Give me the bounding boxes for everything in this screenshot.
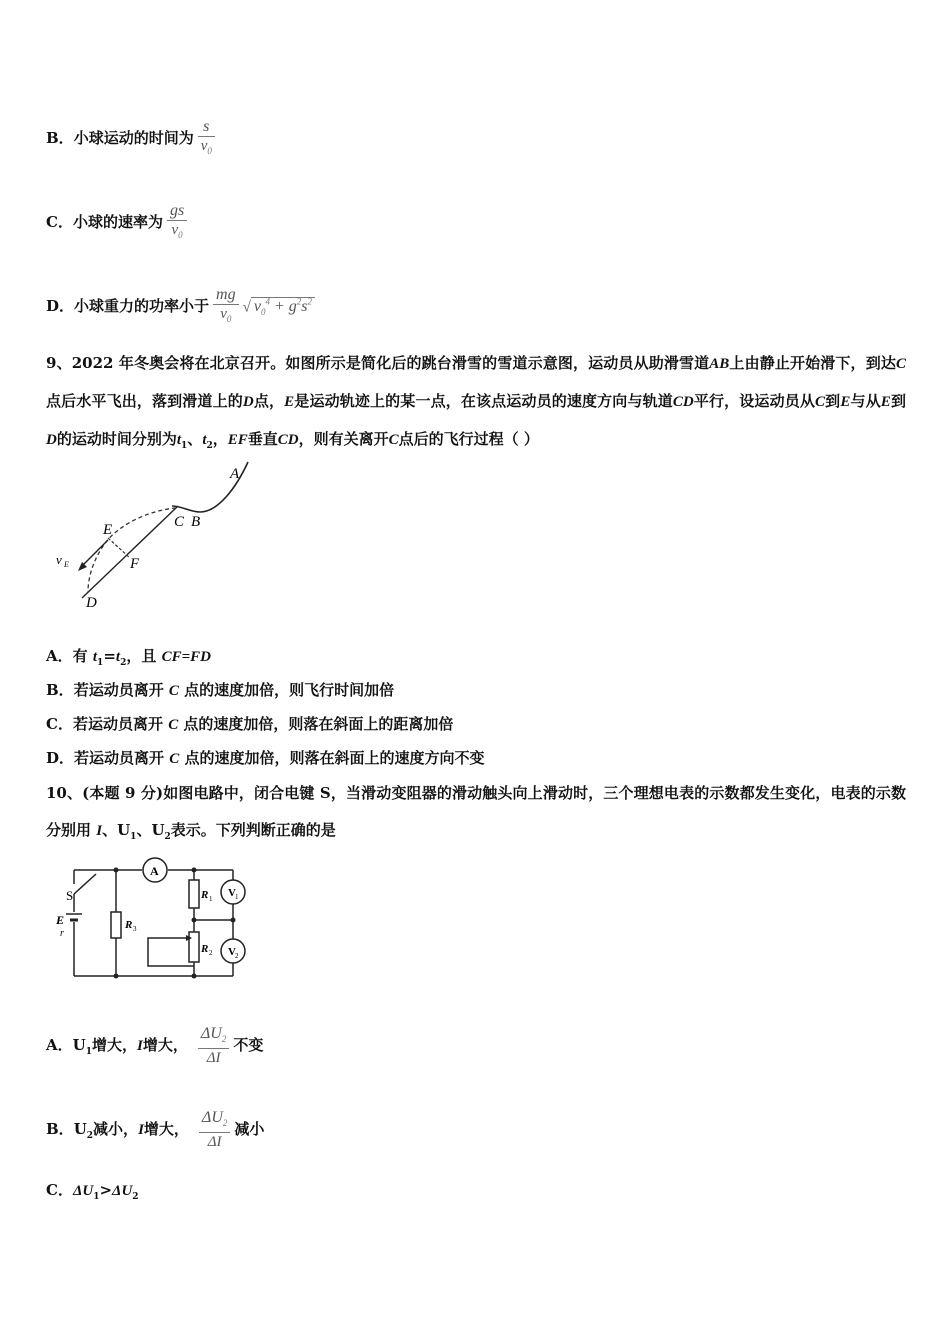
label-ve: v [56,552,62,567]
ski-jump-figure [50,458,260,618]
label-ammeter: A [150,864,159,878]
label-a: A [230,466,240,482]
q8-option-c: C．小球的速率为 $\frac{gs}{v_0}$ [46,202,191,244]
label-r2: R [201,943,209,955]
label-s: S [66,888,74,903]
ve-arrow-head [78,562,87,571]
label-r3-sub: 3 [133,925,137,933]
junction-dot [114,868,119,873]
label-r2-sub: 2 [209,949,213,957]
junction-dot [192,918,197,923]
label-v2: V [228,946,236,958]
fraction-du2-over-di: $\frac{\Delta U_2}{\Delta I}$ [199,1109,230,1151]
label-v1: V [228,887,236,899]
ve-arrow [80,540,108,568]
q10-option-b: B．$U_2$减小，I增大， $\frac{\Delta U_2}{\Delta I}$ 减小 [46,1109,265,1151]
label-c: C [174,514,185,530]
label-v1-sub: 1 [235,893,239,901]
q9-stem: 9、2022 年冬奥会将在北京召开。如图所示是简化后的跳台滑雪的雪道示意图，运动员从助滑雪道AB上由静止开始滑下，到达C点后水平飞出，落到滑道上的D点，E是运动轨迹上的某一点，在该点运动员的速度方向与轨道CD平行，设运动员从C到E与从E到D的运动时间分别为$t_1$、$t_2$，EF垂直CD，则有关离开C点后的飞行过程（ ） [46,354,906,451]
circuit-figure [52,856,267,986]
q9-option-a: A．有 $t_1=t_2$，且 CF=FD [46,647,211,668]
label-d: D [86,595,97,611]
label-r: r [60,928,64,939]
label-r1: R [201,889,209,901]
q10-stem: 10、(本题 9 分)如图电路中，闭合电键 S，当滑动变阻器的滑动触头向上滑动时，三个理想电表的示数都发生变化，电表的示数分别用 I、$U_1$、$U_2$表示。下列判断正确的是 [46,784,906,842]
q10-option-a: A．$U_1$增大，I增大， $\frac{\Delta U_2}{\Delta I}$ 不变 [46,1025,264,1067]
label-e: E [56,913,65,927]
fraction-mg-over-v0: $\frac{mg}{v_0}$ [213,286,239,328]
junction-dot [192,974,197,979]
junction-dot [114,974,119,979]
junction-dot [192,868,197,873]
fraction-s-over-v0: $\frac{s}{v_0}$ [198,118,215,160]
label-v2-sub: 2 [235,952,239,960]
label-ve-sub: E [64,560,69,569]
q8-option-d: D．小球重力的功率小于 $\frac{mg}{v_0}$ √ $v_0^4 + g^2s^2$ [46,286,315,328]
ef-dashed-line [108,538,130,558]
label-r1-sub: 1 [209,895,213,903]
fraction-gs-over-v0: $\frac{gs}{v_0}$ [167,202,187,244]
q10-option-c: C．$\Delta U_1>\Delta U_2$ [46,1181,139,1202]
label-f: F [130,556,140,572]
label-e: E [103,522,113,538]
q8-option-b: B．小球运动的时间为 $\frac{s}{v_0}$ [46,118,219,160]
q9-option-d: D．若运动员离开 C 点的速度加倍，则落在斜面上的速度方向不变 [46,749,485,767]
label-b: B [191,514,201,530]
sqrt-expression: √ $v_0^4 + g^2s^2$ [243,292,315,323]
junction-dot [231,918,236,923]
fraction-du2-over-di: $\frac{\Delta U_2}{\Delta I}$ [198,1025,229,1067]
label-r3: R [125,919,133,931]
q9-option-c: C．若运动员离开 C 点的速度加倍，则落在斜面上的距离加倍 [46,715,454,733]
q9-option-b: B．若运动员离开 C 点的速度加倍，则飞行时间加倍 [46,681,395,699]
